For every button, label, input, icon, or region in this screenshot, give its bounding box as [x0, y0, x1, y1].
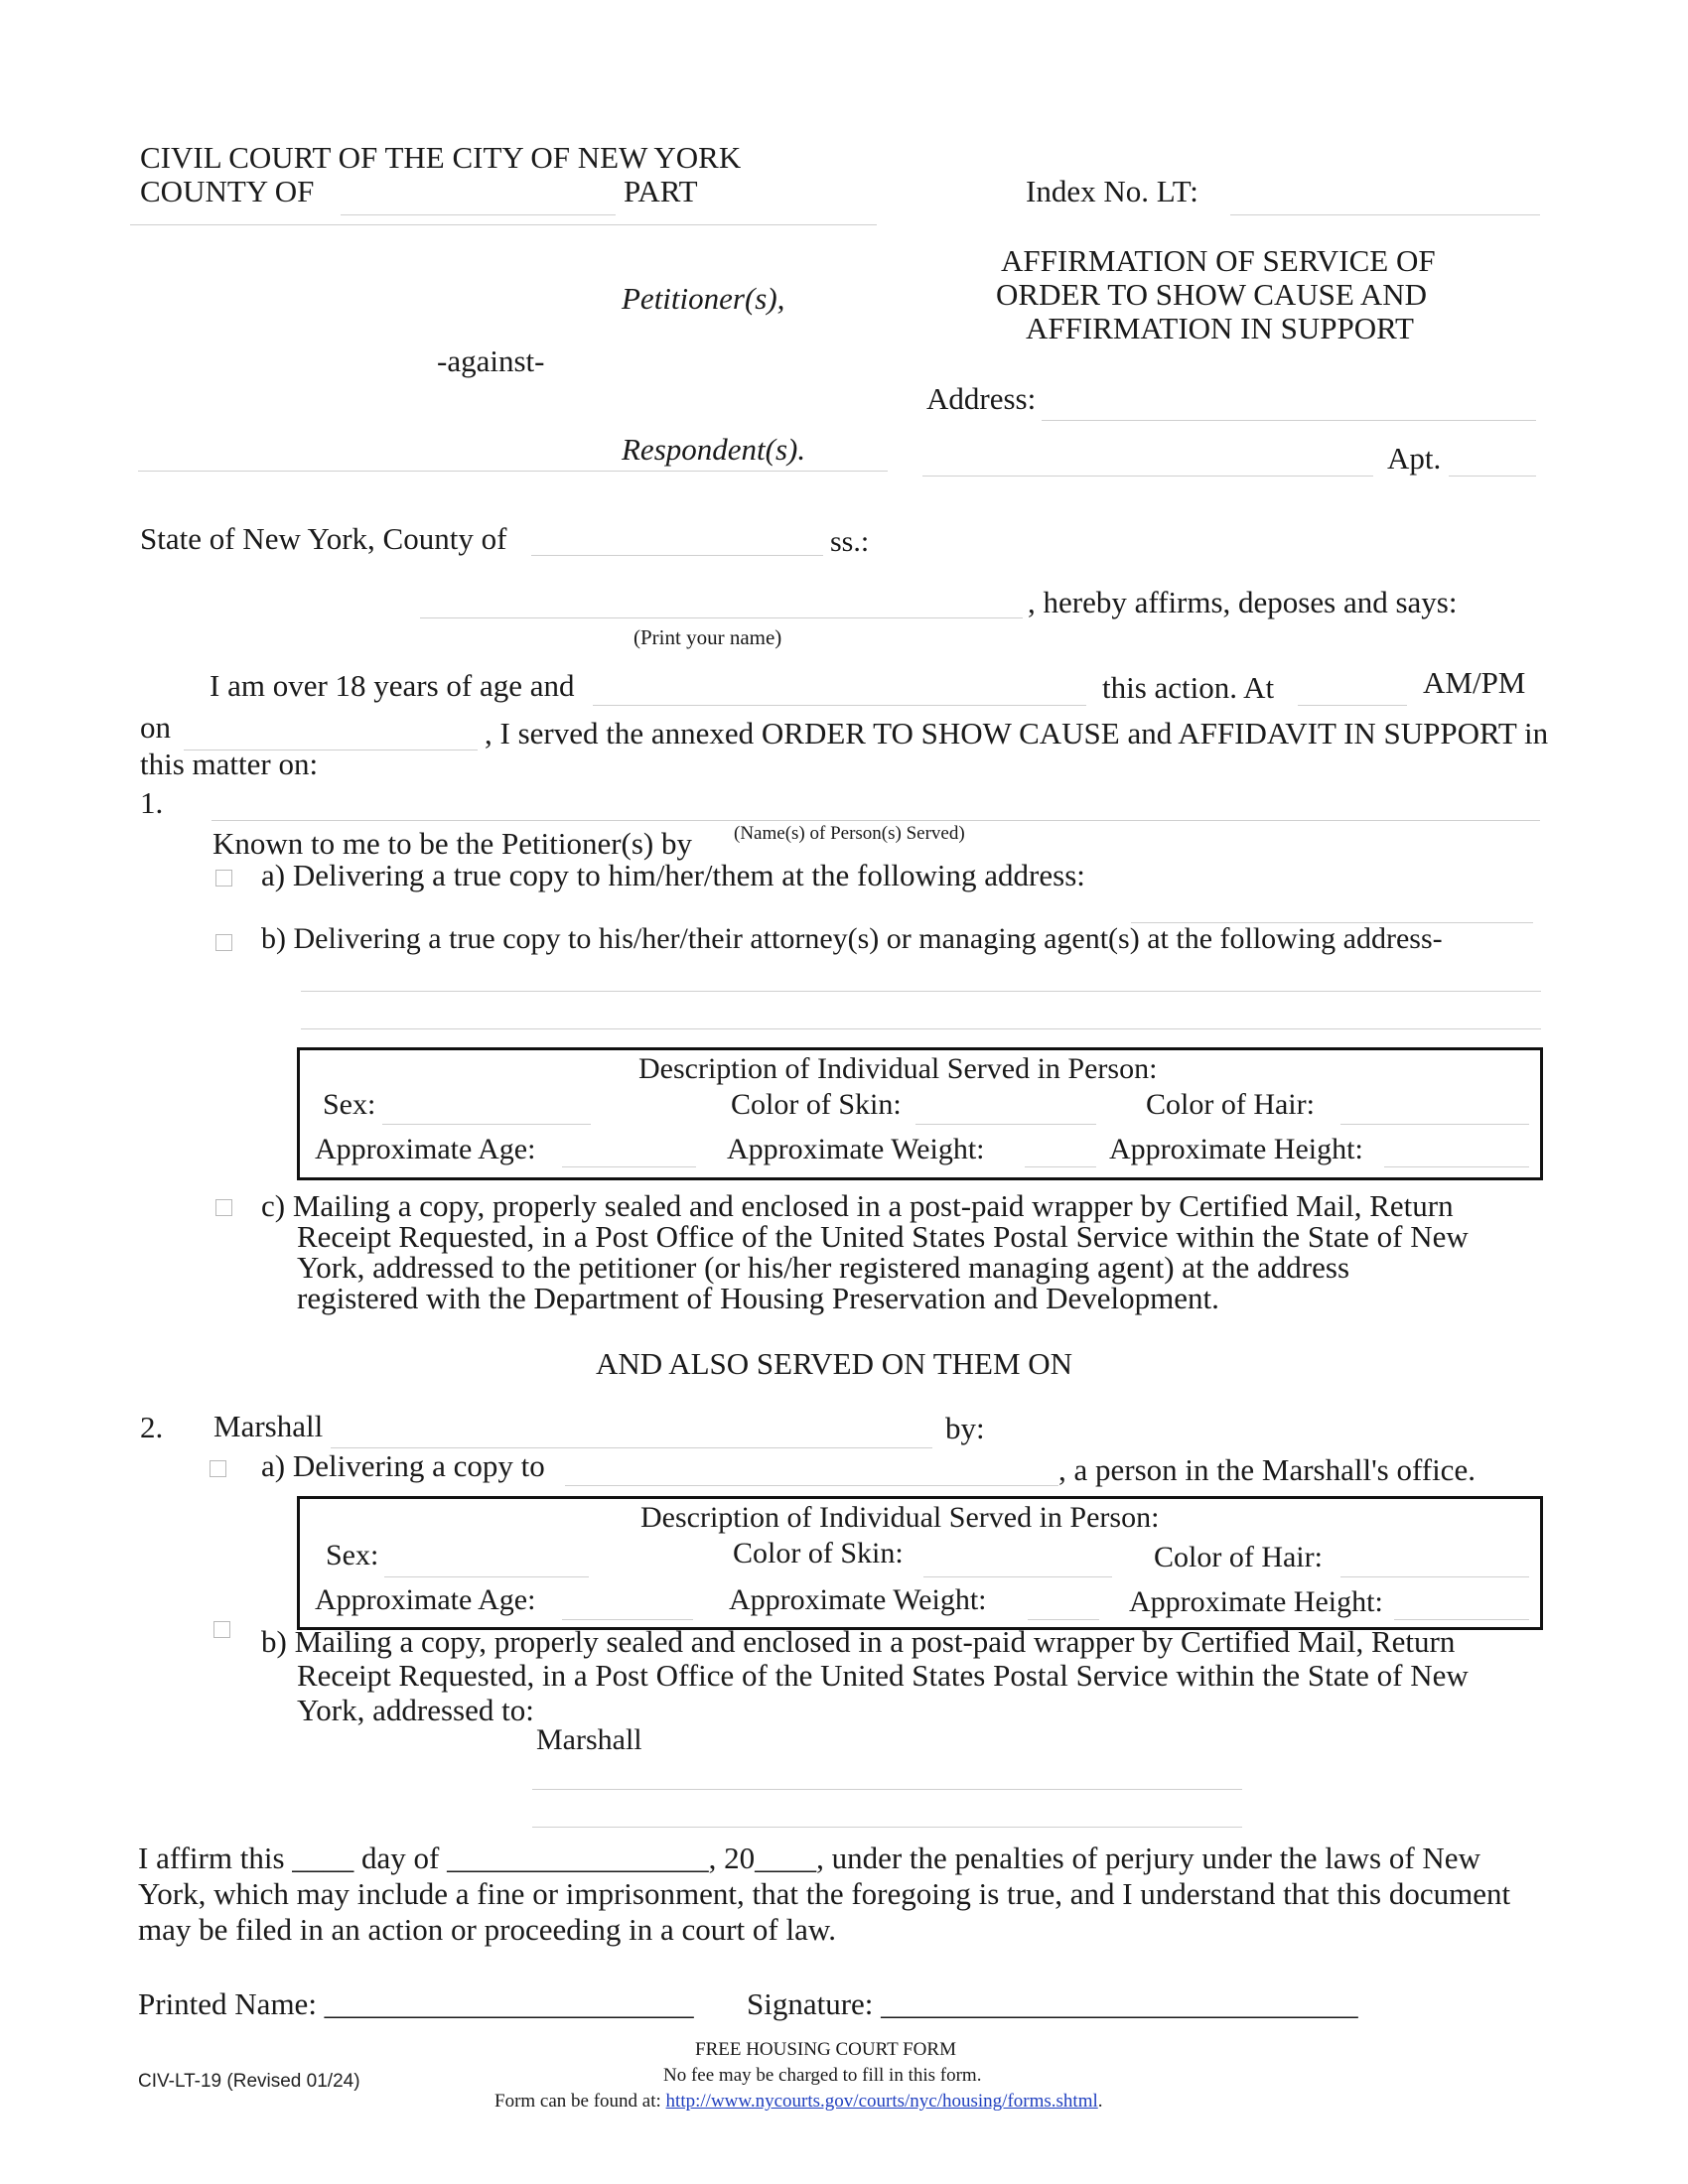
venue-county-field[interactable]: [531, 555, 823, 556]
county-field[interactable]: [341, 214, 616, 215]
court-name: CIVIL COURT OF THE CITY OF NEW YORK: [140, 140, 742, 175]
weight-label: Approximate Weight:: [727, 1133, 985, 1165]
affirm-line-3: may be filed in an action or proceeding in a court of law.: [138, 1912, 836, 1947]
age-field[interactable]: [562, 1166, 696, 1167]
age-label: Approximate Age:: [315, 1133, 536, 1165]
served-text: , I served the annexed ORDER TO SHOW CAUSE and AFFIDAVIT IN SUPPORT in: [485, 716, 1549, 751]
title-line-3: AFFIRMATION IN SUPPORT: [1026, 311, 1414, 345]
addressed-marshall: Marshall: [536, 1723, 642, 1756]
marshall-option-b-line-3: York, addressed to:: [297, 1693, 534, 1727]
printed-name-field[interactable]: Printed Name: ________________________: [138, 1986, 694, 2021]
sex-label: Sex:: [323, 1088, 376, 1121]
hair-label-2: Color of Hair:: [1154, 1541, 1323, 1573]
height-field-2[interactable]: [1394, 1619, 1529, 1620]
marshall-option-b-line-2: Receipt Requested, in a Post Office of the United States Postal Service within the State of New: [297, 1658, 1469, 1693]
hair-field-2[interactable]: [1340, 1576, 1529, 1577]
description-title-2: Description of Individual Served in Person:: [640, 1501, 1160, 1534]
part-label: PART: [624, 174, 698, 208]
height-label-2: Approximate Height:: [1129, 1585, 1383, 1618]
marshall-person-field[interactable]: [565, 1485, 1058, 1486]
url-period: .: [1097, 2091, 1103, 2112]
index-label: Index No. LT:: [1026, 174, 1198, 208]
height-label: Approximate Height:: [1109, 1133, 1363, 1165]
ss-label: ss.:: [830, 525, 870, 558]
option-b-checkbox[interactable]: [215, 934, 232, 951]
state-county-label: State of New York, County of: [140, 521, 507, 556]
marshall-office-text: , a person in the Marshall's office.: [1058, 1452, 1476, 1487]
by-label: by:: [945, 1411, 985, 1445]
respondent-line: [138, 471, 888, 472]
option-c-line-4: registered with the Department of Housing Preservation and Development.: [297, 1281, 1219, 1315]
option-a-text: a) Delivering a true copy to him/her/them at the following address:: [261, 858, 1085, 892]
height-field[interactable]: [1384, 1166, 1529, 1167]
marshall-option-a-text: a) Delivering a copy to: [261, 1448, 545, 1483]
marshall-address-field-2[interactable]: [532, 1827, 1242, 1828]
hair-label: Color of Hair:: [1146, 1088, 1315, 1121]
address-label: Address:: [926, 381, 1037, 416]
affirm-line-1: I affirm this ____ day of _________________, 20____, under the penalties of perjury under the laws of New: [138, 1841, 1480, 1875]
ampm-label: AM/PM: [1423, 665, 1526, 700]
signature-field[interactable]: Signature: _______________________________: [747, 1986, 1358, 2021]
known-text: Known to me to be the Petitioner(s) by: [212, 826, 692, 861]
found-at-text: Form can be found at:: [494, 2091, 661, 2112]
marshall-option-b-checkbox[interactable]: [213, 1621, 230, 1638]
marshall-address-field[interactable]: [532, 1789, 1242, 1790]
skin-label: Color of Skin:: [731, 1088, 902, 1121]
affirm-line-2: York, which may include a fine or imprisonment, that the foregoing is true, and I understand that this document: [138, 1876, 1511, 1911]
this-matter-text: this matter on:: [140, 747, 319, 781]
marshall-label: Marshall: [213, 1409, 324, 1443]
address-field-2[interactable]: [922, 476, 1373, 477]
option-c-line-1: c) Mailing a copy, properly sealed and enclosed in a post-paid wrapper by Certified Mail, Return: [261, 1188, 1454, 1223]
age-field-2[interactable]: [562, 1619, 693, 1620]
hair-field[interactable]: [1340, 1124, 1529, 1125]
index-number-field[interactable]: [1230, 214, 1540, 215]
weight-label-2: Approximate Weight:: [729, 1583, 987, 1616]
over18-text: I am over 18 years of age and: [210, 668, 575, 703]
relation-field[interactable]: [593, 705, 1086, 706]
skin-field-2[interactable]: [923, 1576, 1112, 1577]
description-title: Description of Individual Served in Person:: [638, 1052, 1158, 1085]
apt-label: Apt.: [1387, 441, 1442, 476]
print-name-hint: (Print your name): [633, 625, 782, 649]
form-location: [494, 2091, 1103, 2113]
sex-label-2: Sex:: [326, 1539, 379, 1571]
time-field[interactable]: [1298, 705, 1407, 706]
skin-field[interactable]: [915, 1124, 1096, 1125]
persons-served-field[interactable]: [211, 820, 1540, 821]
petitioner-label: Petitioner(s),: [622, 281, 785, 316]
option-c-checkbox[interactable]: [215, 1199, 232, 1216]
forms-url-link[interactable]: http://www.nycourts.gov/courts/nyc/housing/forms.shtml: [665, 2091, 1098, 2112]
title-line-1: AFFIRMATION OF SERVICE OF: [1001, 243, 1436, 278]
affirms-text: , hereby affirms, deposes and says:: [1028, 585, 1458, 619]
name-field[interactable]: [420, 617, 1023, 618]
skin-label-2: Color of Skin:: [733, 1537, 904, 1570]
this-action-text: this action. At: [1102, 670, 1275, 705]
weight-field[interactable]: [1025, 1166, 1096, 1167]
sex-field-2[interactable]: [384, 1576, 589, 1577]
marshall-option-b-line-1: b) Mailing a copy, properly sealed and enclosed in a post-paid wrapper by Certified Mail, Return: [261, 1624, 1456, 1659]
on-label: on: [140, 710, 171, 745]
sex-field[interactable]: [382, 1124, 591, 1125]
against-label: -against-: [437, 343, 545, 378]
address-field[interactable]: [1042, 420, 1536, 421]
free-form-text: FREE HOUSING COURT FORM: [695, 2039, 956, 2060]
county-label: COUNTY OF: [140, 174, 315, 208]
divider: [130, 224, 877, 225]
option-c-line-3: York, addressed to the petitioner (or his/her registered managing agent) at the address: [297, 1250, 1350, 1285]
also-served-heading: AND ALSO SERVED ON THEM ON: [596, 1346, 1073, 1381]
section-1-number: 1.: [140, 785, 164, 820]
description-box-2: [297, 1496, 1543, 1630]
no-fee-text: No fee may be charged to fill in this form.: [663, 2065, 982, 2086]
option-b-text: b) Delivering a true copy to his/her/their attorney(s) or managing agent(s) at the following address-: [261, 922, 1443, 955]
respondent-label: Respondent(s).: [622, 432, 806, 467]
option-c-line-2: Receipt Requested, in a Post Office of the United States Postal Service within the State of New: [297, 1219, 1469, 1254]
option-a-checkbox[interactable]: [215, 870, 232, 887]
age-label-2: Approximate Age:: [315, 1583, 536, 1616]
option-b-address-field-2[interactable]: [301, 1028, 1541, 1029]
names-served-hint: (Name(s) of Person(s) Served): [734, 823, 965, 844]
section-2-number: 2.: [140, 1410, 164, 1444]
option-b-address-field[interactable]: [301, 991, 1541, 992]
weight-field-2[interactable]: [1028, 1619, 1099, 1620]
apt-field[interactable]: [1449, 476, 1536, 477]
form-id: CIV-LT-19 (Revised 01/24): [138, 2071, 360, 2092]
title-line-2: ORDER TO SHOW CAUSE AND: [996, 277, 1428, 312]
marshall-option-a-checkbox[interactable]: [210, 1460, 226, 1477]
description-box-1: [297, 1047, 1543, 1180]
